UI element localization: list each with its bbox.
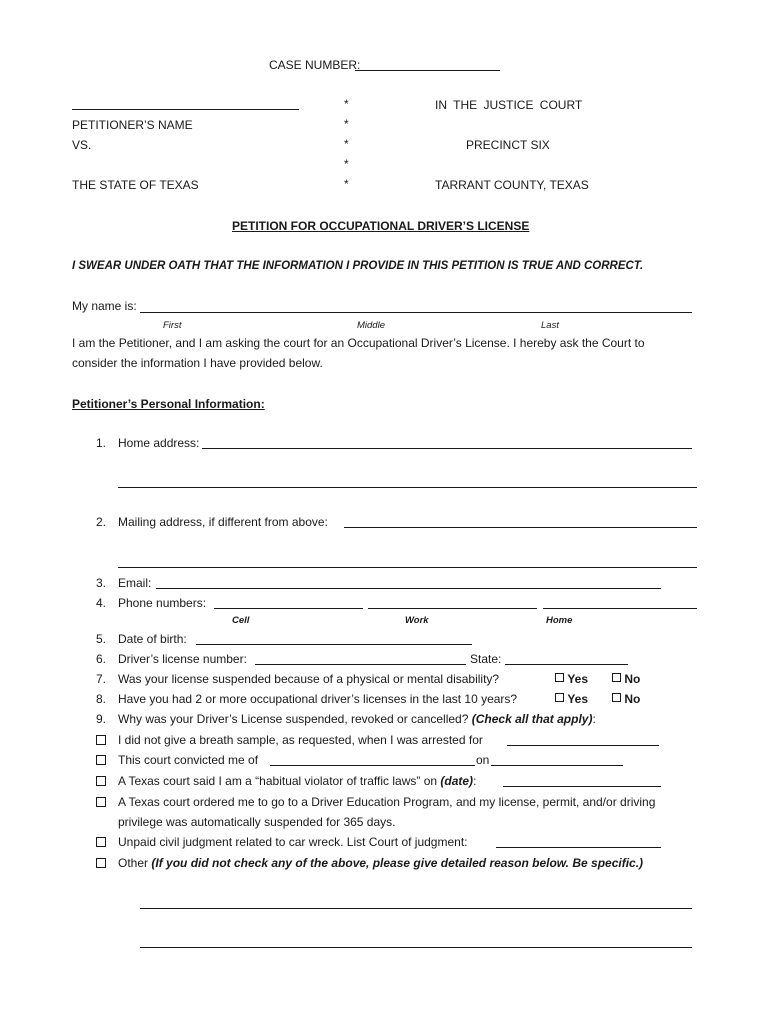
- date-note: (date): [440, 774, 474, 788]
- petitioner-name-label: PETITIONER’S NAME: [72, 118, 193, 132]
- checkbox-icon[interactable]: [555, 693, 564, 702]
- case-number-label: CASE NUMBER:: [269, 58, 361, 72]
- home-address-line-2[interactable]: [118, 487, 697, 488]
- no-label: No: [624, 692, 641, 706]
- defendant-label: THE STATE OF TEXAS: [72, 178, 199, 192]
- middle-name-caption: Middle: [357, 320, 385, 331]
- first-name-caption: First: [163, 320, 182, 331]
- work-phone-line[interactable]: [368, 608, 537, 609]
- reason-habitual-violator: [118, 774, 476, 788]
- cell-phone-line[interactable]: [214, 608, 363, 609]
- question-suspension-reason: [118, 712, 596, 726]
- court-of-judgment-line[interactable]: [496, 847, 661, 848]
- item-number: 2.: [95, 515, 106, 529]
- reason-driver-education-cont: privilege was automatically suspended for 365 days.: [118, 815, 396, 829]
- precinct-label: PRECINCT SIX: [466, 138, 550, 152]
- caption-asterisk: *: [344, 157, 349, 171]
- dl-number-label: Driver’s license number:: [118, 652, 247, 666]
- intro-text: consider the information I have provided below.: [72, 356, 323, 370]
- checkbox-icon[interactable]: [96, 837, 106, 847]
- oath-statement: I SWEAR UNDER OATH THAT THE INFORMATION I PROVIDE IN THIS PETITION IS TRUE AND CORRECT.: [72, 260, 644, 272]
- question-colon: :: [592, 712, 596, 726]
- conviction-offense-line[interactable]: [270, 765, 475, 766]
- checkbox-icon[interactable]: [96, 858, 106, 868]
- section-heading: Petitioner’s Personal Information:: [72, 397, 265, 411]
- no-label: No: [624, 672, 641, 686]
- reason-colon: :: [473, 774, 477, 788]
- arrest-reason-line[interactable]: [507, 745, 659, 746]
- court-label: IN THE JUSTICE COURT: [435, 98, 583, 112]
- checkbox-icon[interactable]: [96, 797, 106, 807]
- checkbox-icon[interactable]: [612, 673, 621, 682]
- email-line[interactable]: [156, 588, 661, 589]
- other-reason-line[interactable]: [140, 908, 692, 909]
- habitual-violator-date-line[interactable]: [503, 786, 661, 787]
- phone-numbers-label: Phone numbers:: [118, 596, 207, 610]
- state-label: State:: [470, 652, 502, 666]
- yes-label: Yes: [567, 692, 589, 706]
- item-number: 8.: [95, 692, 106, 706]
- reason-other: [118, 856, 643, 870]
- item-number: 9.: [95, 712, 106, 726]
- mailing-address-line-2[interactable]: [118, 567, 697, 568]
- work-caption: Work: [405, 615, 429, 626]
- home-address-label: Home address:: [118, 436, 200, 450]
- yes-label: Yes: [567, 672, 589, 686]
- question-text: Why was your Driver’s License suspended, revoked or cancelled?: [118, 712, 469, 726]
- mailing-address-label: Mailing address, if different from above:: [118, 515, 328, 529]
- document-title: PETITION FOR OCCUPATIONAL DRIVER’S LICENSE: [232, 219, 530, 233]
- item-number: 6.: [95, 652, 106, 666]
- reason-conviction-on: on: [476, 753, 490, 767]
- dl-number-line[interactable]: [255, 664, 466, 665]
- reason-civil-judgment: Unpaid civil judgment related to car wreck. List Court of judgment:: [118, 835, 468, 849]
- reason-breath-sample: I did not give a breath sample, as requested, when I was arrested for: [118, 733, 483, 747]
- item-number: 3.: [95, 576, 106, 590]
- home-address-line[interactable]: [202, 448, 692, 449]
- checkbox-icon[interactable]: [96, 776, 106, 786]
- name-label: My name is:: [72, 299, 137, 313]
- cell-caption: Cell: [232, 615, 250, 626]
- last-name-caption: Last: [541, 320, 559, 331]
- email-label: Email:: [118, 576, 152, 590]
- caption-asterisk: *: [344, 137, 349, 151]
- dob-label: Date of birth:: [118, 632, 187, 646]
- intro-text: I am the Petitioner, and I am asking the court for an Occupational Driver’s License. I hereby ask the Court to: [72, 336, 645, 350]
- yes-option[interactable]: [555, 672, 588, 686]
- petitioner-name-line[interactable]: [72, 109, 299, 110]
- vs-label: VS.: [72, 138, 92, 152]
- caption-asterisk: *: [344, 97, 349, 111]
- no-option[interactable]: [612, 692, 640, 706]
- checkbox-icon[interactable]: [96, 735, 106, 745]
- conviction-date-line[interactable]: [491, 765, 623, 766]
- home-phone-line[interactable]: [543, 608, 697, 609]
- checkbox-icon[interactable]: [96, 755, 106, 765]
- case-number-line[interactable]: [355, 70, 500, 71]
- item-number: 4.: [95, 596, 106, 610]
- other-label: Other: [118, 856, 149, 870]
- state-line[interactable]: [505, 664, 628, 665]
- checkbox-icon[interactable]: [555, 673, 564, 682]
- reason-conviction: This court convicted me of: [118, 753, 259, 767]
- county-label: TARRANT COUNTY, TEXAS: [435, 178, 589, 192]
- name-line[interactable]: [140, 312, 692, 313]
- dob-line[interactable]: [196, 644, 472, 645]
- checkbox-icon[interactable]: [612, 693, 621, 702]
- item-number: 7.: [95, 672, 106, 686]
- item-number: 1.: [95, 436, 106, 450]
- question-disability: Was your license suspended because of a physical or mental disability?: [118, 672, 500, 686]
- reason-text: A Texas court said I am a “habitual violator of traffic laws” on: [118, 774, 438, 788]
- other-instructions: (If you did not check any of the above, please give detailed reason below. Be specific.): [151, 856, 644, 870]
- home-caption: Home: [546, 615, 573, 626]
- question-prior-licenses: Have you had 2 or more occupational driver’s licenses in the last 10 years?: [118, 692, 518, 706]
- caption-asterisk: *: [344, 177, 349, 191]
- caption-asterisk: *: [344, 117, 349, 131]
- yes-option[interactable]: [555, 692, 588, 706]
- no-option[interactable]: [612, 672, 640, 686]
- other-reason-line-2[interactable]: [140, 947, 692, 948]
- item-number: 5.: [95, 632, 106, 646]
- reason-driver-education: A Texas court ordered me to go to a Driver Education Program, and my license, permit, and/or driving: [118, 795, 656, 809]
- mailing-address-line[interactable]: [344, 527, 697, 528]
- question-note: (Check all that apply): [471, 712, 593, 726]
